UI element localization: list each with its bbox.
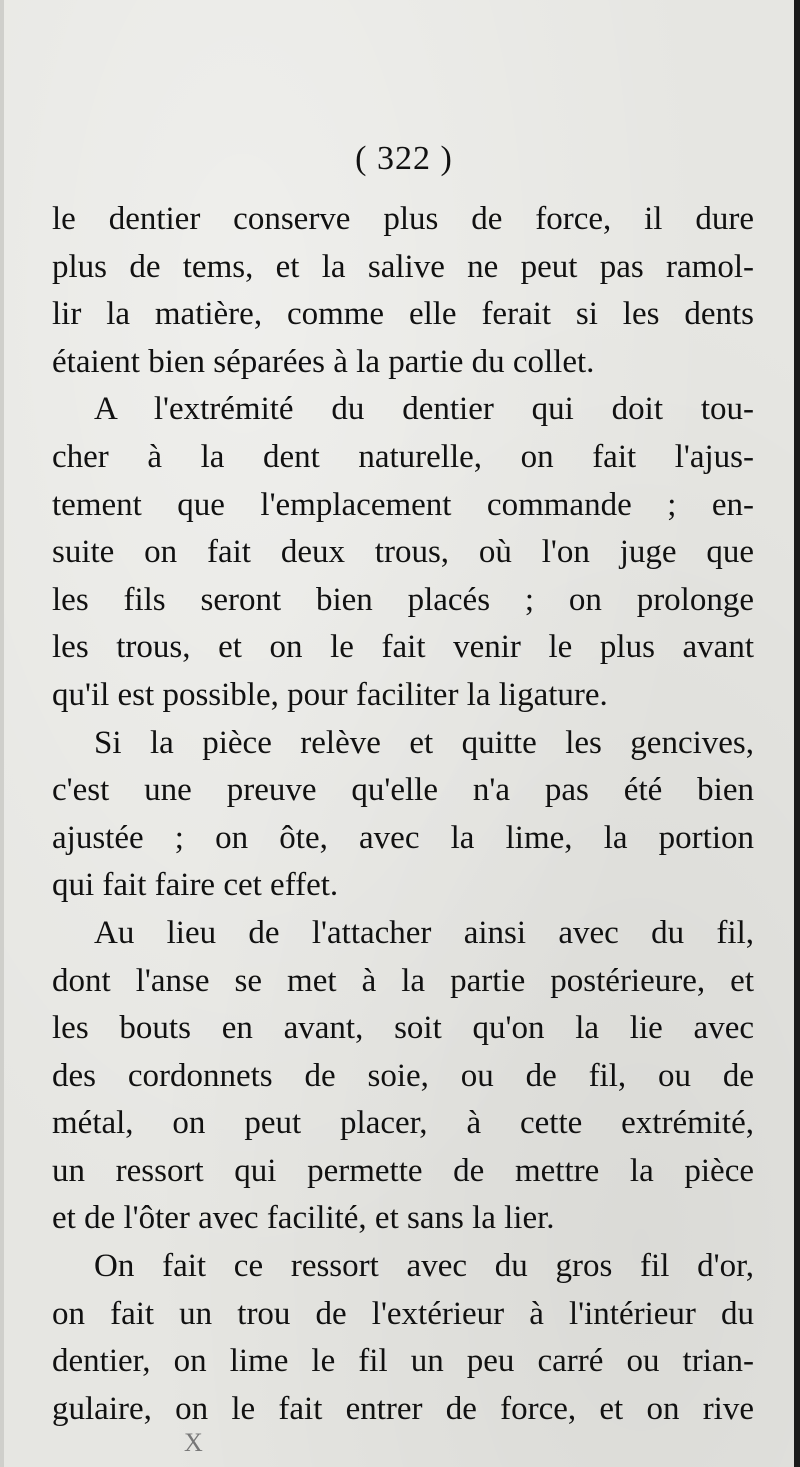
text-line: dentier, on lime le fil un peu carré ou trian- <box>52 1343 754 1380</box>
text-line: gulaire, on le fait entrer de force, et on rive <box>52 1390 754 1427</box>
text-line: cher à la dent naturelle, on fait l'ajus- <box>52 438 754 475</box>
text-line: qu'il est possible, pour faciliter la ligature. <box>52 676 608 713</box>
text-line: on fait un trou de l'extérieur à l'intérieur du <box>52 1295 754 1332</box>
text-line: ajustée ; on ôte, avec la lime, la portion <box>52 819 754 856</box>
text-line: les fils seront bien placés ; on prolonge <box>52 581 754 618</box>
text-line: un ressort qui permette de mettre la pièce <box>52 1152 754 1189</box>
page-edge-shadow <box>794 0 800 1467</box>
text-line: c'est une preuve qu'elle n'a pas été bien <box>52 772 754 809</box>
text-line: les trous, et on le fait venir le plus avant <box>52 629 754 666</box>
text-line: et de l'ôter avec facilité, et sans la lier. <box>52 1200 555 1237</box>
text-line: tement que l'emplacement commande ; en- <box>52 486 754 523</box>
text-line: les bouts en avant, soit qu'on la lie avec <box>52 1010 754 1047</box>
text-line: qui fait faire cet effet. <box>52 867 339 904</box>
text-line: A l'extrémité du dentier qui doit tou- <box>94 391 754 428</box>
text-line: des cordonnets de soie, ou de fil, ou de <box>52 1057 754 1094</box>
text-line: métal, on peut placer, à cette extrémité, <box>52 1105 754 1142</box>
text-line: suite on fait deux trous, où l'on juge que <box>52 534 754 571</box>
text-line: lir la matière, comme elle ferait si les dents <box>52 296 754 333</box>
text-line: dont l'anse se met à la partie postérieure, et <box>52 962 754 999</box>
signature-mark: X <box>184 1428 203 1457</box>
text-line: Si la pièce relève et quitte les gencives, <box>94 724 754 761</box>
page-number: ( 322 ) <box>355 140 453 177</box>
text-line: plus de tems, et la salive ne peut pas ramol- <box>52 248 754 285</box>
text-line: On fait ce ressort avec du gros fil d'or, <box>94 1248 754 1285</box>
text-line: le dentier conserve plus de force, il dure <box>52 201 754 237</box>
text-line: étaient bien séparées à la partie du collet. <box>52 343 595 380</box>
text-line: Au lieu de l'attacher ainsi avec du fil, <box>94 914 754 951</box>
body-text <box>52 196 754 1433</box>
